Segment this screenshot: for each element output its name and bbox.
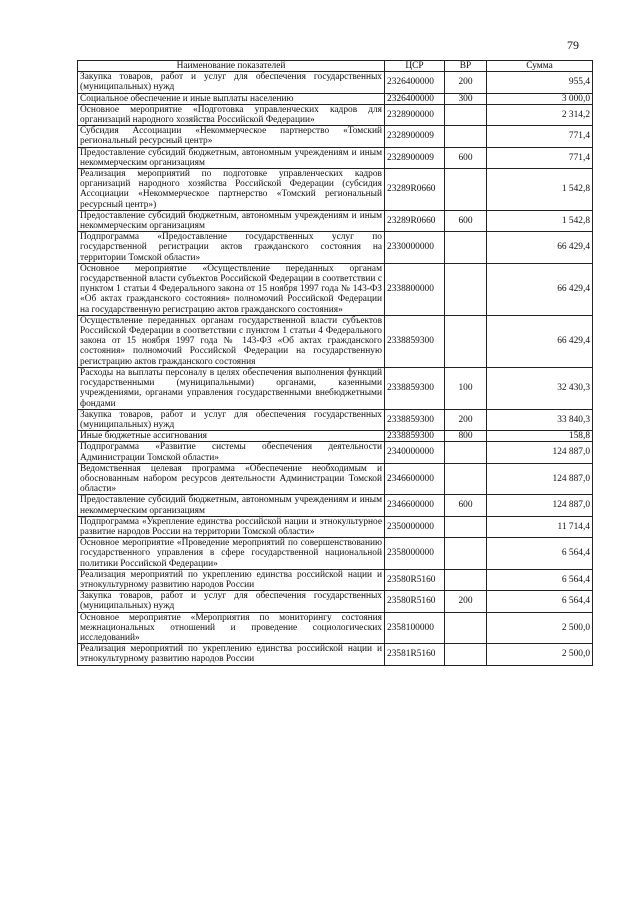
row-vr-cell: 800 [445,431,487,442]
row-name-cell: Ведомственная целевая программа «Обеспечение необходимым и обоснованным набором ресурсов деятельности Администрации Томской области» [78,463,385,495]
row-vr-cell: 600 [445,495,487,516]
row-vr-cell [445,104,487,125]
header-row [78,61,593,72]
row-name-cell: Основное мероприятие «Проведение мероприятий по совершенствованию государственного управления в сфере государственной национальной политики Российской Федерации» [78,538,385,570]
row-vr-cell [445,169,487,211]
row-csr-cell: 2326400000 [385,93,445,104]
row-name-cell: Осуществление переданных органам государственной власти субъектов Российской Федерации в соответствии с пунктом 1 статьи 4 Федерального закона от 15 ноября 1997 года № 143-ФЗ «Об актах гражданского состояния» полномочий Российской Федерации на государственную регистрацию актов гражданского состояния [78,315,385,367]
row-sum-cell: 158,8 [487,431,593,442]
row-name-cell: Закупка товаров, работ и услуг для обеспечения государственных (муниципальных) нужд [78,409,385,430]
row-csr-cell: 2338859300 [385,367,445,409]
row-sum-cell: 6 564,4 [487,591,593,612]
row-sum-cell: 1 542,8 [487,210,593,231]
row-name-cell: Предоставление субсидий бюджетным, автономным учреждениям и иным некоммерческим организациям [78,210,385,231]
row-sum-cell: 66 429,4 [487,263,593,315]
table-row [78,644,593,665]
row-sum-cell: 33 840,3 [487,409,593,430]
table-row [78,569,593,590]
table-row [78,538,593,570]
header-csr: ЦСР [385,61,445,72]
row-sum-cell: 6 564,4 [487,569,593,590]
row-name-cell: Закупка товаров, работ и услуг для обеспечения государственных (муниципальных) нужд [78,72,385,93]
row-sum-cell: 124 887,0 [487,495,593,516]
row-csr-cell: 23580R5160 [385,591,445,612]
table-row [78,495,593,516]
row-sum-cell: 66 429,4 [487,232,593,264]
row-vr-cell [445,126,487,147]
header-name: Наименование показателей [78,61,385,72]
table-row [78,263,593,315]
row-vr-cell: 100 [445,367,487,409]
row-vr-cell: 600 [445,147,487,168]
table-body [78,72,593,665]
row-csr-cell: 23289R0660 [385,210,445,231]
row-sum-cell: 2 314,2 [487,104,593,125]
header-sum: Сумма [487,61,593,72]
page-number: 79 [567,38,579,52]
table-row [78,516,593,537]
row-csr-cell: 2340000000 [385,442,445,463]
row-vr-cell: 300 [445,93,487,104]
table-row [78,93,593,104]
table-row [78,367,593,409]
table-row [78,104,593,125]
row-name-cell: Подпрограмма «Развитие системы обеспечения деятельности Администрации Томской области» [78,442,385,463]
table-row [78,72,593,93]
row-vr-cell: 200 [445,591,487,612]
table-row [78,232,593,264]
table-header [78,61,593,72]
table-row [78,612,593,644]
row-name-cell: Расходы на выплаты персоналу в целях обеспечения выполнения функций государственными (муниципальными) органами, казенными учреждениями, органами управления государственными внебюджетными фондами [78,367,385,409]
table-row [78,442,593,463]
row-name-cell: Предоставление субсидий бюджетным, автономным учреждениям и иным некоммерческим организациям [78,495,385,516]
table-row [78,147,593,168]
row-csr-cell: 2338859300 [385,315,445,367]
row-csr-cell: 2330000000 [385,232,445,264]
row-csr-cell: 23289R0660 [385,169,445,211]
row-name-cell: Реализация мероприятий по укреплению единства российской нации и этнокультурному развитию народов России [78,569,385,590]
row-sum-cell: 66 429,4 [487,315,593,367]
row-csr-cell: 2328900009 [385,126,445,147]
row-csr-cell: 2328900009 [385,147,445,168]
row-sum-cell: 2 500,0 [487,644,593,665]
row-csr-cell: 2338859300 [385,409,445,430]
row-name-cell: Субсидия Ассоциации «Некоммерческое партнерство «Томский региональный ресурсный центр» [78,126,385,147]
row-name-cell: Подпрограмма «Предоставление государственных услуг по государственной регистрации актов гражданского состояния на территории Томской области» [78,232,385,264]
row-sum-cell: 11 714,4 [487,516,593,537]
row-vr-cell [445,516,487,537]
table-row [78,591,593,612]
row-sum-cell: 2 500,0 [487,612,593,644]
table-row [78,431,593,442]
table-row [78,169,593,211]
row-vr-cell: 200 [445,409,487,430]
row-name-cell: Социальное обеспечение и иные выплаты населению [78,93,385,104]
row-sum-cell: 124 887,0 [487,442,593,463]
row-sum-cell: 1 542,8 [487,169,593,211]
row-name-cell: Иные бюджетные ассигнования [78,431,385,442]
row-vr-cell [445,463,487,495]
row-csr-cell: 2338859300 [385,431,445,442]
table-row [78,126,593,147]
table-row [78,409,593,430]
table-row [78,463,593,495]
row-csr-cell: 23580R5160 [385,569,445,590]
row-vr-cell [445,612,487,644]
row-name-cell: Основное мероприятие «Мероприятия по мониторингу состояния межнациональных отношений и проведение социологических исследований» [78,612,385,644]
row-name-cell: Предоставление субсидий бюджетным, автономным учреждениям и иным некоммерческим организациям [78,147,385,168]
row-sum-cell: 3 000,0 [487,93,593,104]
header-vr: ВР [445,61,487,72]
row-sum-cell: 771,4 [487,126,593,147]
row-sum-cell: 32 430,3 [487,367,593,409]
row-vr-cell [445,538,487,570]
row-csr-cell: 2346600000 [385,463,445,495]
row-vr-cell [445,232,487,264]
row-csr-cell: 2328900000 [385,104,445,125]
row-csr-cell: 2338800000 [385,263,445,315]
row-csr-cell: 2358100000 [385,612,445,644]
row-vr-cell [445,569,487,590]
row-csr-cell: 2326400000 [385,72,445,93]
row-csr-cell: 2350000000 [385,516,445,537]
row-vr-cell: 600 [445,210,487,231]
row-sum-cell: 771,4 [487,147,593,168]
row-name-cell: Подпрограмма «Укрепление единства российской нации и этнокультурное развитие народов России на территории Томской области» [78,516,385,537]
row-name-cell: Закупка товаров, работ и услуг для обеспечения государственных (муниципальных) нужд [78,591,385,612]
row-name-cell: Основное мероприятие «Осуществление переданных органам государственной власти субъектов Российской Федерации в соответствии с пунктом 1 статьи 4 Федерального закона от 15 ноября 1997 года № 143-ФЗ «Об актах гражданского состояния» полномочий Российской Федерации на государственную регистрацию актов гражданского состояния» [78,263,385,315]
row-csr-cell: 2346600000 [385,495,445,516]
row-vr-cell [445,442,487,463]
row-sum-cell: 955,4 [487,72,593,93]
row-vr-cell [445,315,487,367]
row-vr-cell [445,644,487,665]
row-csr-cell: 23581R5160 [385,644,445,665]
row-name-cell: Реализация мероприятий по укреплению единства российской нации и этнокультурному развитию народов России [78,644,385,665]
table-row [78,315,593,367]
row-vr-cell: 200 [445,72,487,93]
row-vr-cell [445,263,487,315]
row-sum-cell: 6 564,4 [487,538,593,570]
budget-table [77,60,593,666]
row-name-cell: Основное мероприятие «Подготовка управленческих кадров для организаций народного хозяйства Российской Федерации» [78,104,385,125]
row-csr-cell: 2358000000 [385,538,445,570]
table-row [78,210,593,231]
row-sum-cell: 124 887,0 [487,463,593,495]
row-name-cell: Реализация мероприятий по подготовке управленческих кадров организаций народного хозяйства Российской Федерации (субсидия Ассоциации «Некоммерческое партнерство «Томский региональный ресурсный центр») [78,169,385,211]
